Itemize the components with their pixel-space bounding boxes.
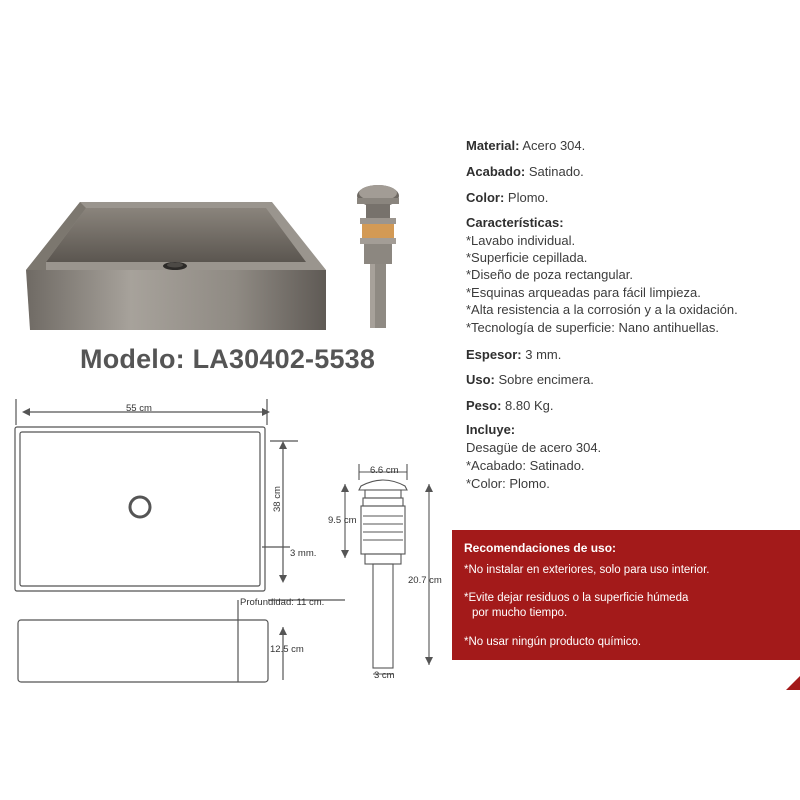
- incluye-item: *Color: Plomo.: [466, 476, 550, 491]
- recommendation-item: *No usar ningún producto químico.: [464, 636, 642, 648]
- dim-drain-width: 6.6 cm: [370, 465, 399, 476]
- recommendation-item: *Evite dejar residuos o la superficie húmeda: [464, 592, 689, 604]
- drain-photo: [344, 180, 414, 332]
- recommendations-box: [452, 530, 800, 660]
- feature-item: *Lavabo individual.: [466, 233, 576, 248]
- red-corner-accent: [786, 676, 800, 690]
- recommendation-item: *No instalar en exteriores, solo para uso interior.: [464, 564, 710, 576]
- recommendation-item: por mucho tiempo.: [472, 607, 568, 619]
- dim-thickness: 3 mm.: [290, 548, 317, 559]
- dim-depth: 38 cm: [272, 486, 283, 512]
- feature-item: *Tecnología de superficie: Nano antihuellas.: [466, 320, 719, 335]
- feature-item: *Diseño de poza rectangular.: [466, 267, 633, 282]
- incluye-item: *Acabado: Satinado.: [466, 458, 585, 473]
- incluye-item: Desagüe de acero 304.: [466, 440, 602, 455]
- spec-incluye-label: Incluye:: [466, 422, 516, 437]
- spec-acabado: Acabado: Satinado.: [466, 164, 584, 179]
- dim-drain-pipe: 3 cm: [374, 670, 395, 681]
- dim-drain-top: 9.5 cm: [328, 515, 357, 526]
- dim-drain-height: 20.7 cm: [408, 575, 442, 586]
- recommendations-title: Recomendaciones de uso:: [464, 541, 617, 555]
- dim-height: 12.5 cm: [270, 644, 304, 655]
- spec-espesor: Espesor: 3 mm.: [466, 347, 562, 362]
- spec-uso: Uso: Sobre encimera.: [466, 372, 594, 387]
- model-title: Modelo: LA30402-5538: [80, 344, 376, 374]
- sink-photo: [20, 192, 332, 332]
- spec-material: Material: Acero 304.: [466, 138, 586, 153]
- spec-peso: Peso: 8.80 Kg.: [466, 398, 554, 413]
- dim-inner-depth: Profundidad: 11 cm.: [240, 597, 325, 608]
- spec-caracteristicas-label: Características:: [466, 215, 564, 230]
- feature-item: *Alta resistencia a la corrosión y a la oxidación.: [466, 302, 738, 317]
- spec-color: Color: Plomo.: [466, 190, 549, 205]
- feature-item: *Superficie cepillada.: [466, 250, 588, 265]
- dim-width: 55 cm: [126, 403, 152, 414]
- feature-item: *Esquinas arqueadas para fácil limpieza.: [466, 285, 701, 300]
